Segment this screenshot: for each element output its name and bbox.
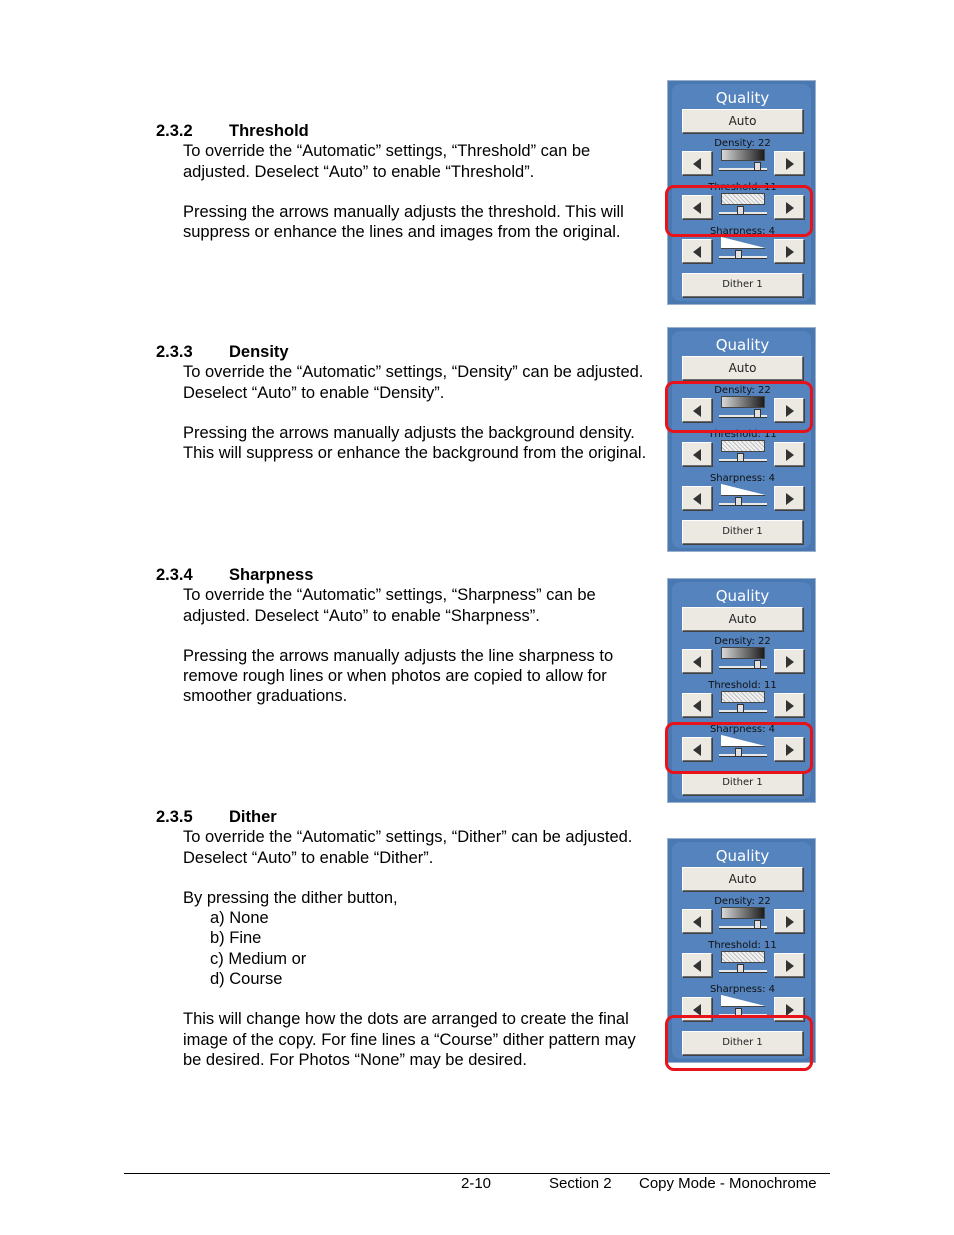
section-number: 2.3.4 xyxy=(156,566,193,584)
left-arrow-icon xyxy=(693,656,701,668)
list-item: b) Fine xyxy=(210,929,262,948)
section-threshold xyxy=(156,121,656,242)
list-item: d) Course xyxy=(210,970,283,989)
threshold-pattern-icon xyxy=(721,951,765,963)
density-control xyxy=(668,138,817,182)
left-arrow-icon xyxy=(693,493,701,505)
threshold-pattern-icon xyxy=(721,440,765,452)
panel-title: Quality xyxy=(715,336,770,354)
dither-button[interactable]: Dither 1 xyxy=(682,520,803,544)
section-dither xyxy=(156,807,656,1070)
density-decrease-button[interactable] xyxy=(682,151,712,175)
sharpness-ramp-icon xyxy=(721,237,765,249)
right-arrow-icon xyxy=(786,449,794,461)
panel-title: Quality xyxy=(715,847,770,865)
threshold-label: Threshold: 11 xyxy=(708,940,777,951)
density-gradient-icon xyxy=(721,907,765,919)
threshold-slider-thumb[interactable] xyxy=(737,453,744,462)
sharpness-control xyxy=(668,473,817,517)
section-heading xyxy=(156,342,656,362)
right-arrow-icon xyxy=(786,158,794,170)
threshold-label: Threshold: 11 xyxy=(708,680,777,691)
sharpness-label: Sharpness: 4 xyxy=(709,473,776,484)
auto-button[interactable]: Auto xyxy=(682,356,803,380)
sharpness-ramp-icon xyxy=(721,995,765,1007)
right-arrow-icon xyxy=(786,916,794,928)
threshold-control xyxy=(668,680,817,724)
paragraph: Pressing the arrows manually adjusts the threshold. This will suppress or enhance the lines and images from the original. xyxy=(183,202,624,242)
section-heading xyxy=(156,121,656,141)
density-slider-thumb[interactable] xyxy=(754,660,761,669)
sharpness-increase-button[interactable] xyxy=(774,486,804,510)
dither-button[interactable]: Dither 1 xyxy=(682,1031,803,1055)
paragraph: By pressing the dither button, xyxy=(183,888,398,907)
dither-options-list xyxy=(210,908,656,989)
section-title: Dither xyxy=(229,808,277,826)
left-arrow-icon xyxy=(693,916,701,928)
footer-rule xyxy=(124,1173,830,1174)
panel-title: Quality xyxy=(715,89,770,107)
left-arrow-icon xyxy=(693,960,701,972)
sharpness-ramp-icon xyxy=(721,484,765,496)
density-decrease-button[interactable] xyxy=(682,649,712,673)
density-label: Density: 22 xyxy=(714,138,771,149)
footer-section: Section 2 xyxy=(549,1175,612,1192)
density-control xyxy=(668,636,817,680)
threshold-decrease-button[interactable] xyxy=(682,442,712,466)
threshold-label: Threshold: 11 xyxy=(708,182,777,193)
footer-title: Copy Mode - Monochrome xyxy=(639,1175,817,1192)
right-arrow-icon xyxy=(786,960,794,972)
auto-button[interactable]: Auto xyxy=(682,109,803,133)
density-slider-thumb[interactable] xyxy=(754,162,761,171)
list-item: a) None xyxy=(210,909,269,928)
paragraph: This will change how the dots are arranged to create the final image of the copy. For fine lines a “Course” dither pattern may be desired. For Photos “None” may be desired. xyxy=(183,1010,636,1069)
paragraph: Pressing the arrows manually adjusts the background density. This will suppress or enhance the background from the original. xyxy=(183,423,647,463)
threshold-highlight xyxy=(665,185,813,237)
density-gradient-icon xyxy=(721,647,765,659)
section-sharpness xyxy=(156,565,656,707)
sharpness-increase-button[interactable] xyxy=(774,239,804,263)
paragraph: To override the “Automatic” settings, “Sharpness” can be adjusted. Deselect “Auto” to enable “Sharpness”. xyxy=(183,586,596,625)
paragraph: To override the “Automatic” settings, “Dither” can be adjusted. Deselect “Auto” to enable “Dither”. xyxy=(183,828,633,867)
threshold-decrease-button[interactable] xyxy=(682,953,712,977)
threshold-increase-button[interactable] xyxy=(774,442,804,466)
density-highlight xyxy=(665,381,813,433)
footer-page-number: 2-10 xyxy=(461,1175,492,1192)
density-label: Density: 22 xyxy=(714,896,771,907)
threshold-pattern-icon xyxy=(721,691,765,703)
section-density xyxy=(156,342,656,463)
section-title: Density xyxy=(229,343,289,361)
sharpness-label: Sharpness: 4 xyxy=(709,724,776,735)
quality-panel xyxy=(667,327,816,552)
right-arrow-icon xyxy=(786,246,794,258)
section-title: Threshold xyxy=(229,122,309,140)
paragraph: To override the “Automatic” settings, “Threshold” can be adjusted. Deselect “Auto” to enable “Threshold”. xyxy=(183,142,591,181)
threshold-control xyxy=(668,429,817,473)
section-number: 2.3.3 xyxy=(156,343,193,361)
threshold-increase-button[interactable] xyxy=(774,693,804,717)
paragraph: Pressing the arrows manually adjusts the line sharpness to remove rough lines or when photos are copied to allow for smoother graduations. xyxy=(183,646,614,706)
sharpness-label: Sharpness: 4 xyxy=(709,226,776,237)
density-increase-button[interactable] xyxy=(774,151,804,175)
threshold-slider-thumb[interactable] xyxy=(737,964,744,973)
auto-button[interactable]: Auto xyxy=(682,607,803,631)
density-label: Density: 22 xyxy=(714,636,771,647)
sharpness-slider-thumb[interactable] xyxy=(735,497,742,506)
left-arrow-icon xyxy=(693,158,701,170)
dither-button[interactable]: Dither 1 xyxy=(682,273,803,297)
threshold-slider-thumb[interactable] xyxy=(737,704,744,713)
density-increase-button[interactable] xyxy=(774,909,804,933)
left-arrow-icon xyxy=(693,700,701,712)
density-increase-button[interactable] xyxy=(774,649,804,673)
sharpness-label: Sharpness: 4 xyxy=(709,984,776,995)
density-gradient-icon xyxy=(721,149,765,161)
sharpness-highlight xyxy=(665,722,813,774)
density-label: Density: 22 xyxy=(714,385,771,396)
paragraph: To override the “Automatic” settings, “Density” can be adjusted. Deselect “Auto” to enable “Density”. xyxy=(183,363,644,402)
left-arrow-icon xyxy=(693,246,701,258)
threshold-decrease-button[interactable] xyxy=(682,693,712,717)
section-number: 2.3.2 xyxy=(156,122,193,140)
section-title: Sharpness xyxy=(229,566,314,584)
section-number: 2.3.5 xyxy=(156,808,193,826)
density-control xyxy=(668,896,817,940)
density-decrease-button[interactable] xyxy=(682,909,712,933)
threshold-control xyxy=(668,940,817,984)
dither-highlight xyxy=(665,1015,813,1071)
sharpness-decrease-button[interactable] xyxy=(682,486,712,510)
right-arrow-icon xyxy=(786,656,794,668)
sharpness-slider-thumb[interactable] xyxy=(735,250,742,259)
panel-title: Quality xyxy=(715,587,770,605)
section-heading xyxy=(156,807,656,827)
right-arrow-icon xyxy=(786,700,794,712)
density-slider-thumb[interactable] xyxy=(754,920,761,929)
section-heading xyxy=(156,565,656,585)
sharpness-decrease-button[interactable] xyxy=(682,239,712,263)
threshold-increase-button[interactable] xyxy=(774,953,804,977)
threshold-label: Threshold: 11 xyxy=(708,429,777,440)
list-item: c) Medium or xyxy=(210,949,307,968)
left-arrow-icon xyxy=(693,449,701,461)
auto-button[interactable]: Auto xyxy=(682,867,803,891)
dither-button[interactable]: Dither 1 xyxy=(682,771,803,795)
right-arrow-icon xyxy=(786,493,794,505)
